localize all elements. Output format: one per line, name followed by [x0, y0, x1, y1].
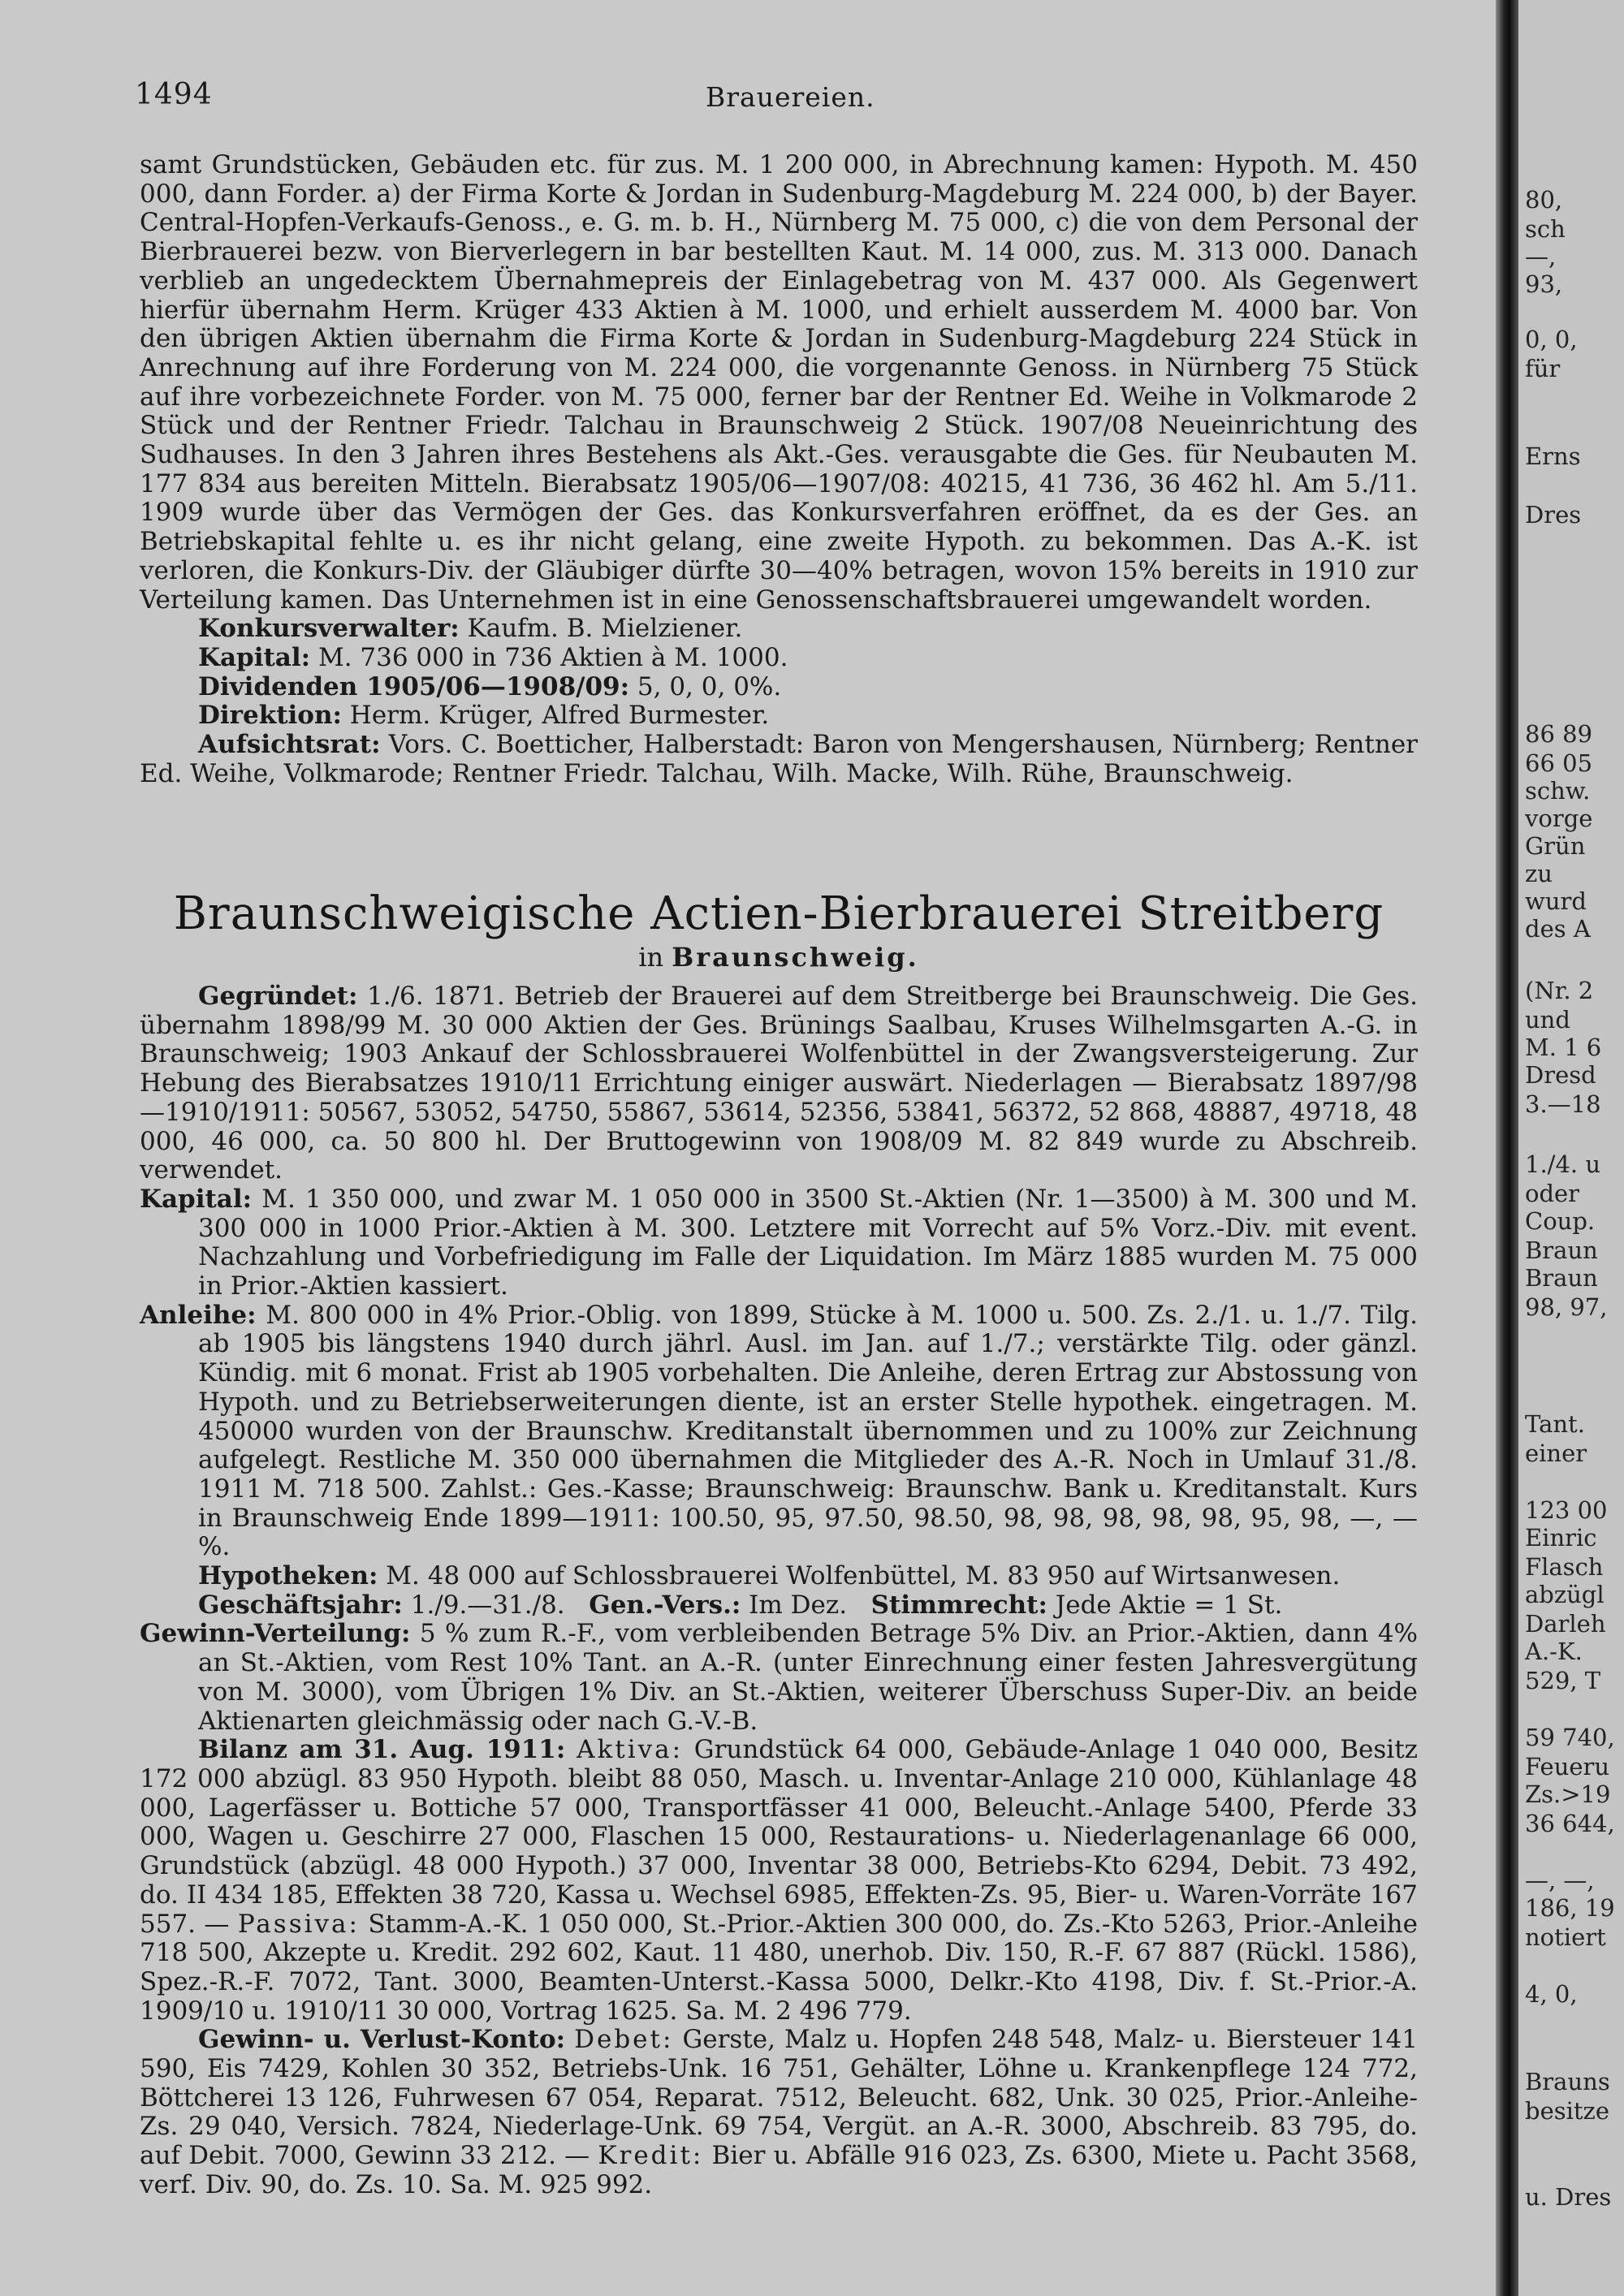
next-page-fragment: —,: [1525, 243, 1557, 270]
next-page-fragment: wurd: [1525, 887, 1587, 915]
next-page-fragment: —, —,: [1525, 1867, 1595, 1894]
hypotheken-label: Hypotheken:: [198, 1561, 378, 1591]
next-page-fragment: Einric: [1525, 1524, 1597, 1552]
anleihe-paragraph: Anleihe: M. 800 000 in 4% Prior.-Oblig. von 1899, Stücke à M. 1000 u. 500. Zs. 2./1. u. 1./7. Tilg. ab 1905 bis längstens 1940 durch jährl. Ausl. im Jan. auf 1./7.; verstärkte Tilg. oder gänzl. Kündig. mit 6 monat. Frist ab 1905 vorbehalten. Die Anleihe, deren Ertrag zur Abstossung von Hypoth. und zu Betriebserweiterungen diente, ist an erster Stelle hypothek. eingetragen. M. 450000 wurden von der Braunschw. Kreditanstalt übernommen und zu 100% zur Zeichnung aufgelegt. Restliche M. 350 000 übernahmen die Mitglieder des A.-R. Noch in Umlauf 31./8. 1911 M. 718 500. Zahlst.: Ges.-Kasse; Braunschweig: Braunschw. Bank u. Kreditanstalt. Kurs in Braunschweig Ende 1899—1911: 100.50, 95, 97.50, 98.50, 98, 98, 98, 98, 98, 95, 98, —, —%.: [140, 1300, 1418, 1562]
stimmrecht-label: Stimmrecht:: [870, 1590, 1047, 1620]
next-page-fragment: 1./4. u: [1525, 1150, 1601, 1178]
gegruendet-label: Gegründet:: [198, 982, 358, 1011]
next-page-fragment: schw.: [1525, 777, 1591, 805]
next-page-fragment: Feueru: [1525, 1753, 1610, 1780]
book-gutter: [1496, 0, 1518, 2296]
next-page-fragment: 3.—18: [1525, 1090, 1601, 1118]
guv-paragraph: Gewinn- u. Verlust-Konto: Debet: Gerste, Malz u. Hopfen 248 548, Malz- u. Biersteuer 141 590, Eis 7429, Kohlen 30 352, Betriebs-Unk. 16 751, Gehälter, Löhne u. Krankenpflege 124 772, Böttcherei 13 126, Fuhrwesen 67 054, Reparat. 7512, Beleucht. 682, Unk. 30 025, Prior.-Anleihe-Zs. 29 040, Versich. 7824, Niederlage-Unk. 69 754, Vergüt. an A.-R. 3000, Abschreib. 83 795, do. auf Debit. 7000, Gewinn 33 212. — Kredit: Bier u. Abfälle 916 023, Zs. 6300, Miete u. Pacht 3568, verf. Div. 90, do. Zs. 10. Sa. M. 925 992.: [140, 2025, 1419, 2199]
next-page-fragment: zu: [1525, 860, 1553, 887]
next-page-fragment: Dresd: [1525, 1061, 1596, 1089]
next-page-fragment: 86 89: [1525, 720, 1593, 748]
geschaeftsjahr-label: Geschäftsjahr:: [198, 1590, 403, 1620]
genvers-label: Gen.-Vers.:: [589, 1590, 741, 1620]
passiva-label: Passiva:: [237, 1909, 360, 1939]
next-page-fragment: 36 644,: [1525, 1810, 1615, 1837]
aufsichtsrat-line: Aufsichtsrat: Vors. C. Boetticher, Halberstadt: Baron von Mengershausen, Nürnberg; Rentner Ed. Weihe, Volkmarode; Rentner Friedr. Talchau, Wilh. Macke, Wilh. Rühe, Braunschweig.: [140, 730, 1418, 788]
company-title: Braunschweigische Actien-Bierbrauerei Streitberg: [173, 887, 1384, 940]
previous-entry-paragraph: samt Grundstücken, Gebäuden etc. für zus. M. 1 200 000, in Abrechnung kamen: Hypoth. M. 450 000, dann Forder. a) der Firma Korte & Jordan in Sudenburg-Magdeburg M. 224 000, b) der Bayer. Central-Hopfen-Verkaufs-Genoss., e. G. m. b. H., Nürnberg M. 75 000, c) die von dem Personal der Bierbrauerei bezw. von Bierverlegern in bar bestellten Kaut. M. 14 000, zus. M. 313 000. Danach verblieb an ungedecktem Übernahmepreis der Einlagebetrag von M. 437 000. Als Gegenwert hierfür übernahm Herm. Krüger 433 Aktien à M. 1000, und erhielt ausserdem M. 4000 bar. Von den übrigen Aktien übernahm die Firma Korte & Jordan in Sudenburg-Magdeburg 224 Stück in Anrechnung auf ihre Forderung von M. 224 000, die vorgenannte Genoss. in Nürnberg 75 Stück auf ihre vorbezeichnete Forder. von M. 75 000, ferner bar der Rentner Ed. Weihe in Volkmarode 2 Stück und der Rentner Friedr. Talchau in Braunschweig 2 Stück. 1907/08 Neueinrichtung des Sudhauses. In den 3 Jahren ihres Bestehens als Akt.-Ges. verausgabte die Ges. für Neubauten M. 177 834 aus bereiten Mitteln. Bierabsatz 1905/06—1907/08: 40215, 41 736, 36 462 hl. Am 5./11. 1909 wurde über das Vermögen der Ges. das Konkursverfahren eröffnet, da es der Ges. an Betriebskapital fehlte u. es ihr nicht gelang, eine zweite Hypoth. zu bekommen. Das A.-K. ist verloren, die Konkurs-Div. der Gläubiger dürfte 30—40% betragen, wovon 15% bereits in 1910 zur Verteilung kamen. Das Unternehmen ist in eine Genossenschaftsbrauerei umgewandelt worden.: [140, 150, 1418, 615]
next-page-fragment: 123 00: [1525, 1496, 1608, 1524]
next-page-fragment: Coup.: [1525, 1207, 1596, 1235]
next-page-fragment: Brauns: [1525, 2068, 1610, 2095]
debet-label: Debet:: [574, 2025, 674, 2055]
geschaeftsjahr-line: Geschäftsjahr: 1./9.—31./8. Gen.-Vers.: Im Dez. Stimmrecht: Jede Aktie = 1 St.: [198, 1590, 1283, 1620]
aufsichtsrat-label: Aufsichtsrat:: [198, 730, 381, 760]
bilanz-label: Bilanz am 31. Aug. 1911:: [198, 1735, 566, 1765]
next-page-fragment: 0, 0,: [1525, 326, 1578, 353]
running-title: Brauereien.: [706, 81, 875, 113]
direktion-label: Direktion:: [198, 701, 342, 731]
next-page-fragment: Zs.>19: [1525, 1780, 1611, 1808]
anleihe-label: Anleihe:: [140, 1300, 257, 1330]
gewinn-verteilung-label: Gewinn-Verteilung:: [140, 1619, 411, 1649]
next-page-fragment: des A: [1525, 915, 1591, 943]
guv-label: Gewinn- u. Verlust-Konto:: [198, 2025, 566, 2055]
next-page-fragment: A.-K.: [1525, 1638, 1583, 1665]
next-page-fragment: Grün: [1525, 832, 1586, 860]
next-page-fragment: 186, 19: [1525, 1894, 1615, 1922]
company-city: Braunschweig.: [672, 942, 919, 973]
kapital-paragraph: Kapital: M. 1 350 000, und zwar M. 1 050 000 in 3500 St.-Aktien (Nr. 1—3500) à M. 300 und M. 300 000 in 1000 Prior.-Aktien à M. 300. Letztere mit Vorrecht auf 5% Vorz.-Div. mit event. Nachzahlung und Vorbefriedigung im Falle der Liquidation. Im März 1885 wurden M. 75 000 in Prior.-Aktien kassiert.: [140, 1184, 1418, 1301]
next-page-fragment: Darleh: [1525, 1610, 1606, 1638]
next-page-fragment: Braun: [1525, 1264, 1598, 1292]
next-page-fragment: (Nr. 2: [1525, 977, 1594, 1004]
next-page-fragment: 4, 0,: [1525, 1980, 1578, 2008]
next-page-fragment: M. 1 6: [1525, 1034, 1602, 1061]
next-page-fragment: besitze: [1525, 2097, 1609, 2125]
next-page-fragment: notiert: [1525, 1923, 1606, 1951]
next-page-fragment: 66 05: [1525, 749, 1593, 777]
konkursverwalter-line: Konkursverwalter: Kaufm. B. Mielziener.: [198, 614, 743, 644]
dividenden-label: Dividenden 1905/06—1908/09:: [198, 671, 630, 701]
next-page-fragment: Dres: [1525, 501, 1582, 529]
next-page-fragment: vorge: [1525, 805, 1593, 832]
next-page-fragment: u. Dres: [1525, 2183, 1612, 2211]
kapital-label: Kapital:: [140, 1184, 253, 1214]
hypotheken-line: Hypotheken: M. 48 000 auf Schlossbrauerei Wolfenbüttel, M. 83 950 auf Wirtsanwesen.: [198, 1561, 1341, 1591]
next-page-fragment: oder: [1525, 1180, 1580, 1207]
next-page-fragment: und: [1525, 1006, 1570, 1034]
page-number: 1494: [135, 78, 213, 111]
next-page-fragment: Flasch: [1525, 1553, 1604, 1581]
next-page-fragment: abzügl: [1525, 1581, 1605, 1608]
aktiva-label: Aktiva:: [577, 1735, 684, 1765]
dividenden-line: Dividenden 1905/06—1908/09: 5, 0, 0, 0%.: [198, 671, 782, 701]
next-page-fragment: 80,: [1525, 186, 1563, 214]
prev-kapital-line: Kapital: M. 736 000 in 736 Aktien à M. 1000.: [198, 642, 788, 672]
prev-kapital-label: Kapital:: [198, 642, 311, 672]
next-page-fragment: Braun: [1525, 1236, 1598, 1264]
next-page-edge: [1518, 0, 1624, 2296]
next-page-fragment: 529, T: [1525, 1667, 1601, 1694]
direktion-line: Direktion: Herm. Krüger, Alfred Burmester.: [198, 701, 770, 731]
next-page-fragment: sch: [1525, 215, 1566, 243]
company-entry: [140, 982, 1418, 2200]
next-page-fragment: einer: [1525, 1439, 1587, 1467]
kredit-label: Kredit:: [598, 2141, 704, 2171]
next-page-fragment: 93,: [1525, 270, 1563, 298]
gewinn-verteilung-paragraph: Gewinn-Verteilung: 5 % zum R.-F., vom verbleibenden Betrage 5% Div. an Prior.-Aktien, dann 4% an St.-Aktien, vom Rest 10% Tant. an A.-R. (unter Einrechnung einer festen Jahresvergütung von M. 3000), vom Übrigen 1% Div. an St.-Aktien, weiterer Überschuss Super-Div. an beide Aktienarten gleichmässig oder nach G.-V.-B.: [140, 1619, 1418, 1736]
gegruendet-paragraph: Gegründet: 1./6. 1871. Betrieb der Brauerei auf dem Streitberge bei Braunschweig. Die Ges. übernahm 1898/99 M. 30 000 Aktien der Ges. Brünings Saalbau, Kruses Wilhelmsgarten A.-G. in Braunschweig; 1903 Ankauf der Schlossbrauerei Wolfenbüttel in der Zwangsversteigerung. Zur Hebung des Bierabsatzes 1910/11 Errichtung einiger auswärt. Niederlagen — Bierabsatz 1897/98—1910/1911: 50567, 53052, 54750, 55867, 53614, 52356, 53841, 56372, 52 868, 48887, 49718, 48 000, 46 000, ca. 50 800 hl. Der Bruttogewinn von 1908/09 M. 82 849 wurde zu Abschreib. verwendet.: [140, 982, 1418, 1185]
next-page-fragment: für: [1525, 355, 1561, 382]
bilanz-paragraph: Bilanz am 31. Aug. 1911: Aktiva: Grundstück 64 000, Gebäude-Anlage 1 040 000, Besitz 172 000 abzügl. 83 950 Hypoth. bleibt 88 050, Masch. u. Inventar-Anlage 210 000, Kühlanlage 48 000, Lagerfässer u. Bottiche 57 000, Transportfässer 41 000, Beleucht.-Anlage 5400, Pferde 33 000, Wagen u. Geschirre 27 000, Flaschen 15 000, Restaurations- u. Niederlagenanlage 66 000, Grundstück (abzügl. 48 000 Hypoth.) 37 000, Inventar 38 000, Betriebs-Kto 6294, Debit. 73 492, do. II 434 185, Effekten 38 720, Kassa u. Wechsel 6985, Effekten-Zs. 95, Bier- u. Waren-Vorräte 167 557. — Passiva: Stamm-A.-K. 1 050 000, St.-Prior.-Aktien 300 000, do. Zs.-Kto 5263, Prior.-Anleihe 718 500, Akzepte u. Kredit. 292 602, Kaut. 11 480, unerhob. Div. 150, R.-F. 67 887 (Rückl. 1586), Spez.-R.-F. 7072, Tant. 3000, Beamten-Unterst.-Kassa 5000, Delkr.-Kto 4198, Div. f. St.-Prior.-A. 1909/10 u. 1910/11 30 000, Vortrag 1625. Sa. M. 2 496 779.: [140, 1735, 1418, 2026]
next-page-fragment: 98, 97,: [1525, 1293, 1608, 1321]
previous-entry: [140, 151, 1418, 788]
company-subtitle: in Braunschweig.: [638, 942, 919, 973]
next-page-fragment: Tant.: [1525, 1410, 1585, 1438]
next-page-fragment: Erns: [1525, 442, 1581, 470]
next-page-fragment: 59 740,: [1525, 1724, 1615, 1751]
konkursverwalter-label: Konkursverwalter:: [198, 614, 460, 644]
